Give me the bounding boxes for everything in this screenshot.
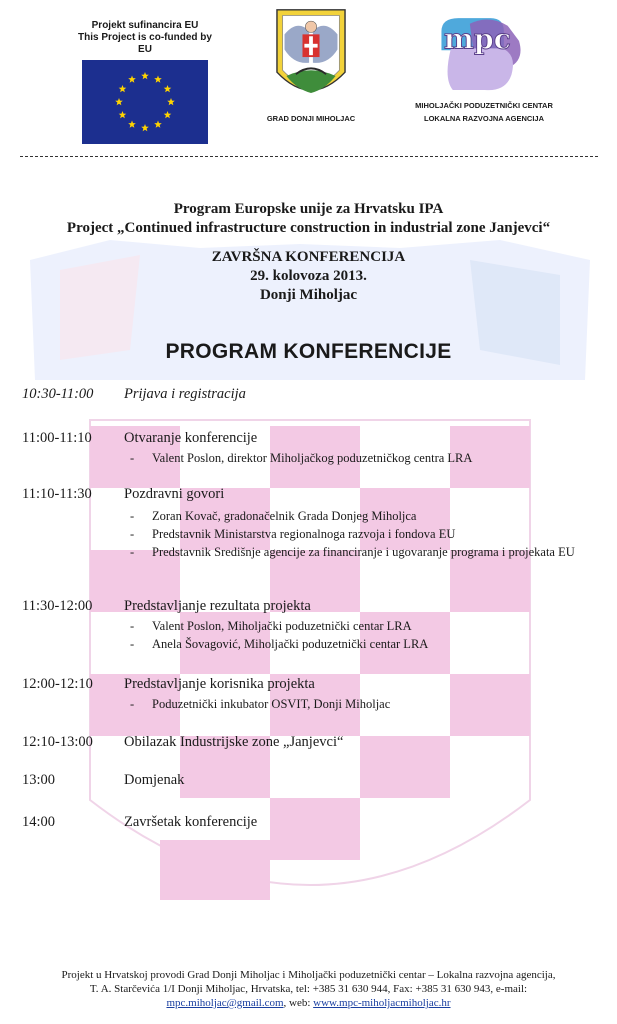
eu-cofunded-text-en: This Project is co-funded by EU [78,32,212,55]
footer-line-1: Projekt u Hrvatskoj provodi Grad Donji Miholjac i Miholjački poduzetnički centar – Lokalna razvojna agencija, [61,969,556,981]
mpc-logo-text: mpc [443,21,511,56]
schedule-title: Otvaranje konferencije [124,430,258,446]
schedule-title: Domjenak [124,772,185,788]
speaker-text: Predstavnik Središnje agencije za financiranje i ugovaranje programa i projekata EU [152,545,575,559]
page-footer [0,968,617,1010]
mpc-caption-line-2: LOKALNA RAZVOJNA AGENCIJA [423,114,544,123]
eu-cofunded-text-hr: Projekt sufinancira EU [91,20,199,31]
coat-of-arms-icon [273,6,349,110]
project-title: Project „Continued infrastructure construction in industrial zone Janjevci“ [66,220,551,236]
speaker-text: Valent Poslon, direktor Miholjačkog poduzetničkog centra LRA [152,451,473,465]
crest-caption: GRAD DONJI MIHOLJAC [266,114,356,123]
schedule-title: Predstavljanje rezultata projekta [124,598,311,614]
schedule-title: Pozdravni govori [124,486,225,502]
website-link[interactable]: www.mpc-miholjacmiholjac.hr [313,997,451,1009]
speaker-text: Zoran Kovač, gradonačelnik Grada Donjeg Miholjca [152,509,417,523]
footer-line-2: T. A. Starčevića 1/I Donji Miholjac, Hrvatska, tel: +385 31 630 944, Fax: +385 31 630 943, e-mail: [89,983,528,995]
schedule-time: 11:30-12:00 [22,598,93,614]
speaker-text: Poduzetnički inkubator OSVIT, Donji Miholjac [152,697,391,711]
document-page: Projekt sufinancira EU This Project is co-funded by EU GRAD DONJI MIHOLJAC mpc MIHOLJAČKI PODUZETNIČKI CENTAR LOKALNA RAZVOJNA AGENCIJA Program Europske unije za Hrvatsku IPA Project „Continued infrastructure construction in industrial zone Janjevci“ ZAVRŠNA KONFERENCIJA 29. kolovoza 2013. Donji Miholjac PROGRAM KONFERENCIJE 10:30-11:00 Prijava i registracija 11:00-11:10 Otvaranje konferencije - Valent Poslon, direktor Miholjačkog poduzetničkog centra LRA 11:10-11:30 Pozdravni govori - Zoran Kovač, gradonačelnik Grada Donjeg Miholjca - Predstavnik Ministarstva regionalnoga razvoja i fondova EU - Predstavnik Središnje agencije za financiranje i ugovaranje programa i projekata EU 11:30-12:00 Predstavljanje rezultata projekta - Valent Poslon, Miholjački poduzetnički centar LRA - Anela Šovagović, Miholjački poduzetnički centar LRA 12:00-12:10 Predstavljanje korisnika projekta - Poduzetnički inkubator OSVIT, Donji Miholjac 12:10-13:00 Obilazak Industrijske zone „Janjevci“ 13:00 Domjenak 14:00 Završetak konferencije Projekt u Hrvatskoj provodi Grad Donji Miholjac i Miholjački poduzetnički centar – Lokalna razvojna agencija, T. A. Starčevića 1/I Donji Miholjac, Hrvatska, tel: +385 31 630 944, Fax: +385 31 630 943, e-mail: mpc.miholjac@gmail.com, web: www.mpc-miholjacmiholjac.hr [0,0,617,1024]
town-crest-logo [252,6,370,123]
program-title: Program Europske unije za Hrvatsku IPA [173,201,444,217]
web-label: , web: [283,997,314,1009]
mpc-logo-icon [432,12,536,98]
conference-date: 29. kolovoza 2013. [250,268,367,284]
schedule-title: Završetak konferencije [124,814,258,830]
schedule-title: Obilazak Industrijske zone „Janjevci“ [124,734,344,750]
conference-heading [0,200,617,305]
schedule-title: Predstavljanje korisnika projekta [124,676,315,692]
page-title: PROGRAM KONFERENCIJE [165,340,452,363]
schedule-title: Prijava i registracija [124,386,246,402]
speaker-text: Valent Poslon, Miholjački poduzetnički centar LRA [152,619,412,633]
conference-place: Donji Miholjac [259,287,358,303]
schedule-time: 12:10-13:00 [22,734,93,750]
footer-line-3 [0,996,617,1010]
speaker-text: Anela Šovagović, Miholjački poduzetnički centar LRA [152,637,429,651]
background-coat-of-arms-watermark [0,200,617,960]
schedule-time: 11:10-11:30 [22,486,92,502]
schedule-time: 10:30-11:00 [22,386,94,402]
eu-cofunding-logo [78,20,212,144]
header-divider [20,156,598,157]
schedule-time: 12:00-12:10 [22,676,93,692]
conference-name: ZAVRŠNA KONFERENCIJA [211,249,406,265]
mpc-logo [398,12,570,124]
speaker-text: Predstavnik Ministarstva regionalnoga razvoja i fondova EU [152,527,456,541]
schedule-time: 14:00 [22,814,56,830]
eu-flag-icon [82,60,208,144]
email-link[interactable]: mpc.miholjac@gmail.com [166,997,284,1009]
schedule-time: 13:00 [22,772,56,788]
schedule-time: 11:00-11:10 [22,430,92,446]
mpc-caption-line-1: MIHOLJAČKI PODUZETNIČKI CENTAR [415,101,553,110]
